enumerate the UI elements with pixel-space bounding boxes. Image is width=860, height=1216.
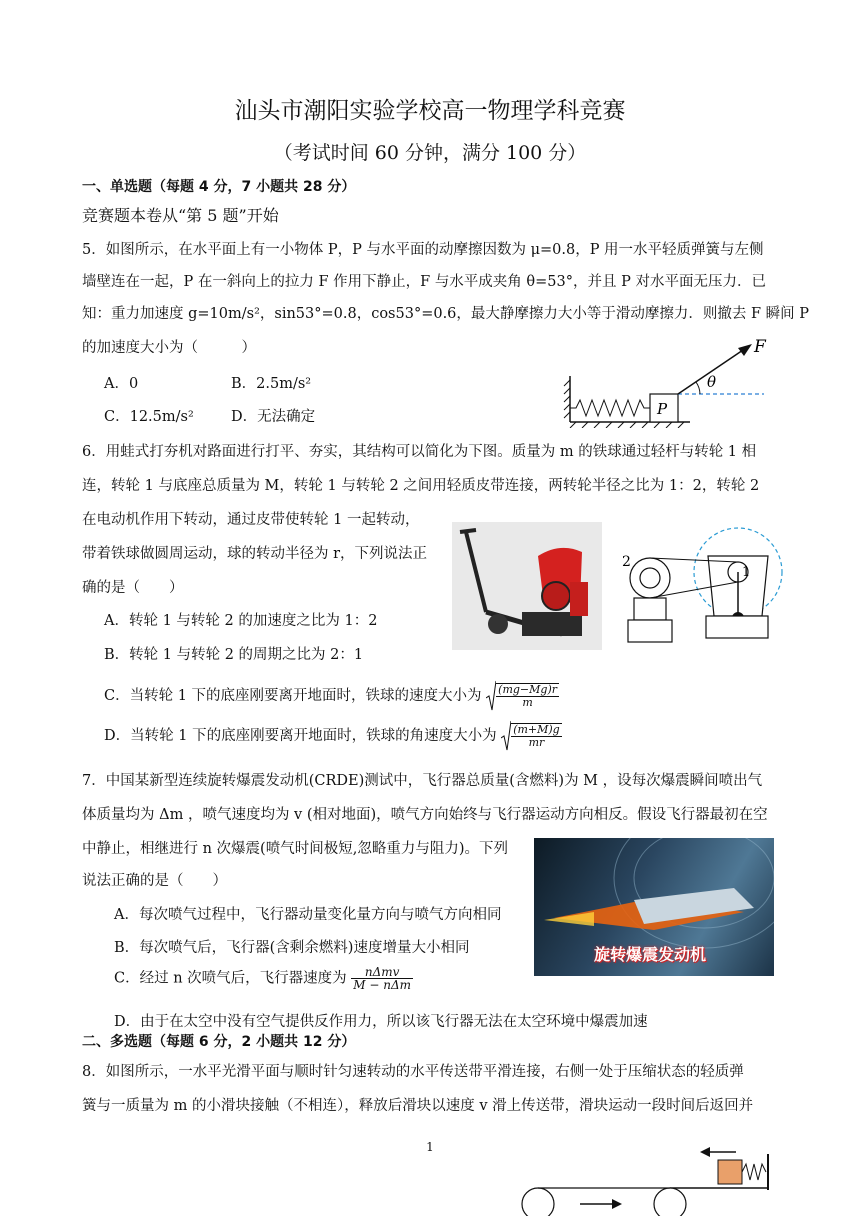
q5-line-1: 5．如图所示，在水平面上有一小物体 P，P 与水平面的动摩擦因数为 μ=0.8，P 用一水平轻质弹簧与左侧 bbox=[82, 242, 764, 258]
q6-option-a: A．转轮 1 与转轮 2 的加速度之比为 1：2 bbox=[104, 613, 378, 629]
q5-line-2: 墙壁连在一起，P 在一斜向上的拉力 F 作用下静止，F 与水平成夹角 θ=53°，并且 P 对水平面无压力．已 bbox=[82, 274, 766, 290]
wheel-schematic bbox=[618, 526, 788, 654]
q5-option-a: A．0 bbox=[104, 376, 139, 392]
spring-block-figure bbox=[560, 336, 780, 428]
q7-option-a: A．每次喷气过程中，飞行器动量变化量方向与喷气方向相同 bbox=[114, 907, 502, 923]
q6-line-4: 带着铁球做圆周运动，球的转动半径为 r，下列说法正 bbox=[82, 546, 428, 562]
q5-line-4: 的加速度大小为（ ） bbox=[82, 340, 256, 356]
spring bbox=[742, 1164, 766, 1180]
q7-line-2: 体质量均为 Δm ，喷气速度均为 v (相对地面)，喷气方向始终与飞行器运动方向相反。假设飞行器最初在空 bbox=[82, 807, 768, 823]
q5-option-b: B．2.5m/s² bbox=[231, 376, 312, 392]
q6-option-b: B．转轮 1 与转轮 2 的周期之比为 2：1 bbox=[104, 647, 364, 663]
sqrt-formula-c: $\frac{(mg-Mg)r}{m}$ bbox=[486, 680, 559, 712]
q6-line-5: 确的是（ ） bbox=[82, 580, 184, 596]
force-label: F bbox=[754, 337, 766, 357]
conveyor-figure bbox=[510, 1140, 780, 1216]
detonation-engine-photo bbox=[534, 838, 774, 976]
page-title: 汕头市潮阳实验学校高一物理学科竞赛 bbox=[234, 98, 626, 124]
q7-line-1: 7．中国某新型连续旋转爆震发动机(CRDE)测试中，飞行器总质量(含燃料)为 M ，设每次爆震瞬间喷出气 bbox=[82, 773, 763, 789]
q6-option-c: C．当转轮 1 下的底座刚要离开地面时，铁球的速度大小为 $\frac{(mg-Mg)r}{m}$ bbox=[104, 680, 559, 712]
q5-option-d: D．无法确定 bbox=[231, 409, 316, 425]
wheel2-label: 2 bbox=[622, 554, 631, 570]
banner-caption: 旋转爆震发动机 bbox=[594, 945, 707, 964]
spring bbox=[570, 400, 650, 416]
q7-line-4: 说法正确的是（ ） bbox=[82, 873, 227, 889]
block-label: P bbox=[657, 400, 668, 418]
rammer-photo bbox=[452, 522, 602, 650]
sqrt-formula-d: $\frac{(m+M)g}{mr}$ bbox=[501, 720, 562, 752]
section-note: 竞赛题本卷从“第 5 题”开始 bbox=[82, 206, 279, 225]
wheel1-label: 1 bbox=[742, 565, 751, 580]
q8-line-2: 簧与一质量为 m 的小滑块接触（不相连），释放后滑块以速度 v 滑上传送带，滑块运动一段时间后返回并 bbox=[82, 1098, 754, 1114]
q6-option-d: D．当转轮 1 下的底座刚要离开地面时，铁球的角速度大小为 $\frac{(m+M)g}{mr}$ bbox=[104, 720, 562, 752]
q6-line-2: 连，转轮 1 与底座总质量为 M，转轮 1 与转轮 2 之间用轻质皮带连接，两转轮半径之比为 1：2，转轮 2 bbox=[82, 478, 760, 494]
q6-line-1: 6．用蛙式打夯机对路面进行打平、夯实，其结构可以简化为下图。质量为 m 的铁球通过轻杆与转轮 1 相 bbox=[82, 444, 757, 460]
q7-option-b: B．每次喷气后，飞行器(含剩余燃料)速度增量大小相同 bbox=[114, 940, 470, 956]
q7-option-d: D．由于在太空中没有空气提供反作用力，所以该飞行器无法在太空环境中爆震加速 bbox=[114, 1014, 648, 1030]
q7-option-c: C．经过 n 次喷气后，飞行器速度为 $\frac{\text{nΔmv}}{\text{M − nΔm}}$ bbox=[114, 965, 412, 992]
exam-info: （考试时间 60 分钟，满分 100 分） bbox=[273, 142, 587, 164]
q5-option-c: C．12.5m/s² bbox=[104, 409, 194, 425]
section-heading-multi-choice: 二、多选题（每题 6 分，2 小题共 12 分） bbox=[82, 1034, 356, 1050]
page-number: 1 bbox=[426, 1140, 434, 1154]
q6-line-3: 在电动机作用下转动，通过皮带使转轮 1 一起转动， bbox=[82, 512, 420, 528]
q5-line-3: 知：重力加速度 g=10m/s²，sin53°=0.8，cos53°=0.6，最大静摩擦力大小等于滑动摩擦力．则撤去 F 瞬间 P bbox=[82, 306, 810, 322]
angle-label: θ bbox=[707, 373, 717, 391]
q7-line-3: 中静止，相继进行 n 次爆震(喷气时间极短,忽略重力与阻力)。下列 bbox=[82, 841, 508, 857]
q8-line-1: 8．如图所示，一水平光滑平面与顺时针匀速转动的水平传送带平滑连接，右侧一处于压缩状态的轻质弹 bbox=[82, 1064, 744, 1080]
section-heading-single-choice: 一、单选题（每题 4 分，7 小题共 28 分） bbox=[82, 179, 356, 195]
slider-block bbox=[718, 1160, 742, 1184]
